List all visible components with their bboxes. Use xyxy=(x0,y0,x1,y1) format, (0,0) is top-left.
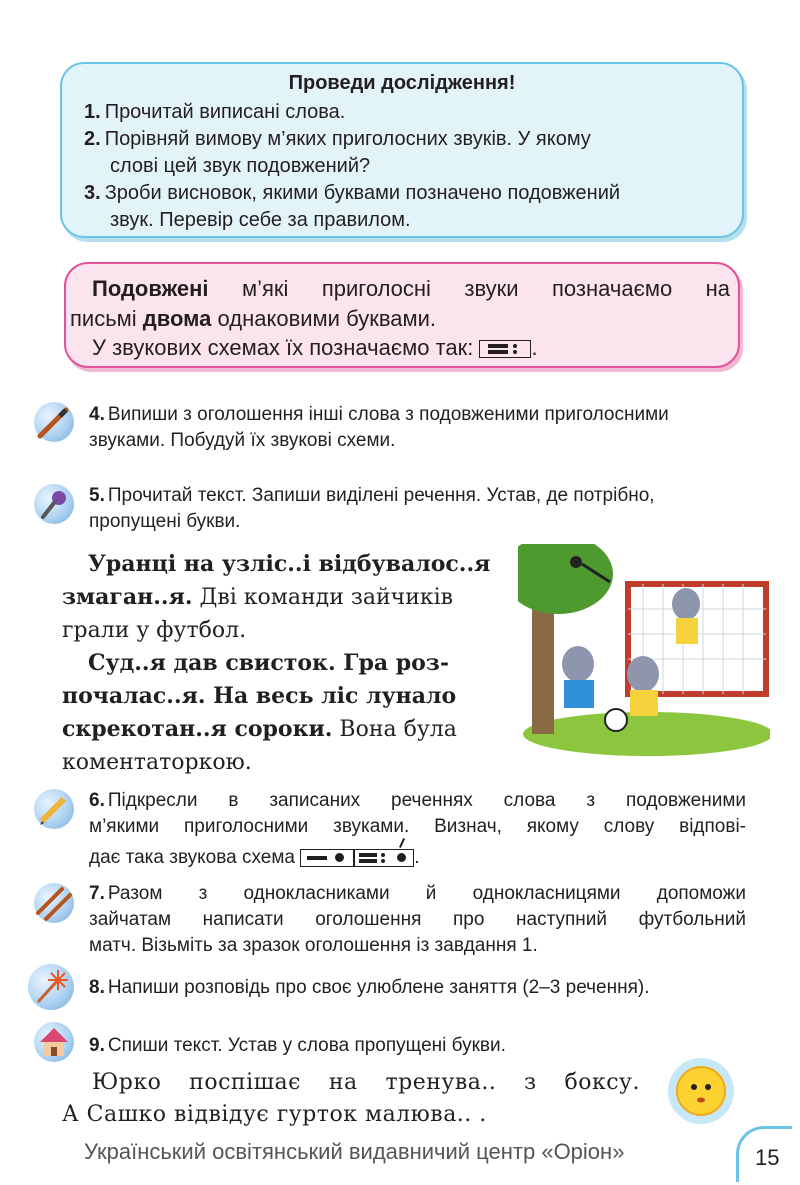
research-step-2 xyxy=(84,126,591,153)
rule-text: У звукових схемах їх позначаємо так: xyxy=(92,335,474,360)
rule-line-2 xyxy=(70,304,436,334)
magic-wand-icon xyxy=(28,964,74,1010)
story-line-2 xyxy=(62,581,453,614)
task-7-line-2: зайчатам написати оголошення про наступний футбольний xyxy=(89,909,746,930)
pencil-icon xyxy=(34,789,74,829)
page-number-badge xyxy=(736,1126,792,1182)
story-bold: скрекотан..я сороки. xyxy=(62,716,333,742)
story-line-1 xyxy=(88,548,490,581)
task-number: 9. xyxy=(89,1035,105,1056)
step-number: 1. xyxy=(84,101,101,123)
task-7-line-1 xyxy=(89,881,746,907)
two-pens-icon xyxy=(34,883,74,923)
task-text: Прочитай текст. Запиши виділені речення. Устав, де потрібно, xyxy=(107,485,655,506)
task-number: 4. xyxy=(89,404,105,425)
rule-bold-word: двома xyxy=(142,306,212,331)
step-number: 2. xyxy=(84,128,101,150)
rule-text: . xyxy=(531,335,538,360)
story-line-3: грали у футбол. xyxy=(62,618,247,643)
task-text: Випиши з оголошення інші слова з подовженими приголосними xyxy=(107,404,669,425)
page-number: 15 xyxy=(755,1145,780,1170)
exercise-9-line-1: Юрко поспішає на тренува.. з боксу. xyxy=(92,1070,640,1095)
task-number: 7. xyxy=(89,883,105,904)
story-bold: почалас..я. На весь ліс лунало xyxy=(62,683,457,709)
task-9-line-1 xyxy=(89,1033,506,1059)
rule-line-3 xyxy=(92,333,538,363)
microphone-icon xyxy=(34,484,74,524)
task-text: Напиши розповідь про своє улюблене заняття (2–3 речення). xyxy=(107,977,650,998)
task-4-line-2: звуками. Побудуй їх звукові схеми. xyxy=(89,430,396,451)
step-text: Зроби висновок, якими буквами позначено подовжений xyxy=(104,182,621,204)
task-text: . xyxy=(414,847,420,868)
task-text: Підкресли в записаних реченнях слова з подовженими xyxy=(107,790,746,811)
task-6-line-2: м’якими приголосними звуками. Визнач, якому слову відпові- xyxy=(89,816,746,837)
task-6-line-1 xyxy=(89,788,746,814)
research-step-1 xyxy=(84,99,345,126)
rule-text: м’які приголосні звуки позначаємо на xyxy=(208,276,730,301)
publisher-footer: Український освітянський видавничий центр «Оріон» xyxy=(84,1139,625,1164)
task-text: Разом з однокласниками й однокласницями допоможи xyxy=(107,883,746,904)
research-step-3-cont: звук. Перевір себе за правилом. xyxy=(110,209,411,231)
story-bold: Суд..я дав свисток. Гра роз- xyxy=(88,650,449,676)
sun-smiley-icon xyxy=(666,1056,736,1126)
step-text: Прочитай виписані слова. xyxy=(104,101,346,123)
task-5-line-1 xyxy=(89,483,655,509)
task-number: 6. xyxy=(89,790,105,811)
task-text: Спиши текст. Устав у слова пропущені букви. xyxy=(107,1035,506,1056)
task-number: 5. xyxy=(89,485,105,506)
task-8-line-1 xyxy=(89,975,650,1001)
research-step-3 xyxy=(84,180,620,207)
story-bold: змаган..я. xyxy=(62,584,193,610)
story-line-4 xyxy=(88,647,449,680)
research-title: Проведи дослідження! xyxy=(288,72,516,94)
bunnies-football-illustration xyxy=(518,544,770,756)
sound-scheme xyxy=(300,849,414,867)
rule-text: однаковими буквами. xyxy=(211,306,437,331)
exercise-9-line-2: А Сашко відвідує гурток малюва.. . xyxy=(62,1102,487,1127)
task-5-line-2: пропущені букви. xyxy=(89,511,241,532)
rule-line-1 xyxy=(92,274,730,304)
task-text: дає така звукова схема xyxy=(89,847,295,868)
task-4-line-1 xyxy=(89,402,669,428)
step-text: Порівняй вимову м’яких приголосних звуків. У якому xyxy=(104,128,591,150)
story-text: Дві команди зайчиків xyxy=(192,585,454,610)
story-line-7: коментаторкою. xyxy=(62,750,252,775)
story-bold: Уранці на узліс..і відбувалос..я xyxy=(88,551,491,577)
step-number: 3. xyxy=(84,182,101,204)
house-icon xyxy=(34,1022,74,1062)
story-text: Вона була xyxy=(332,717,457,742)
task-number: 8. xyxy=(89,977,105,998)
research-step-2-cont: слові цей звук подовжений? xyxy=(110,155,371,177)
pen-icon xyxy=(34,402,74,442)
soft-long-consonant-scheme xyxy=(479,340,531,358)
rule-text: письмі xyxy=(70,306,143,331)
story-line-6 xyxy=(62,713,457,746)
task-7-line-3: матч. Візьміть за зразок оголошення із завдання 1. xyxy=(89,935,538,956)
story-line-5 xyxy=(62,680,456,713)
task-6-line-3 xyxy=(89,845,420,871)
rule-bold-word: Подовжені xyxy=(92,276,209,301)
